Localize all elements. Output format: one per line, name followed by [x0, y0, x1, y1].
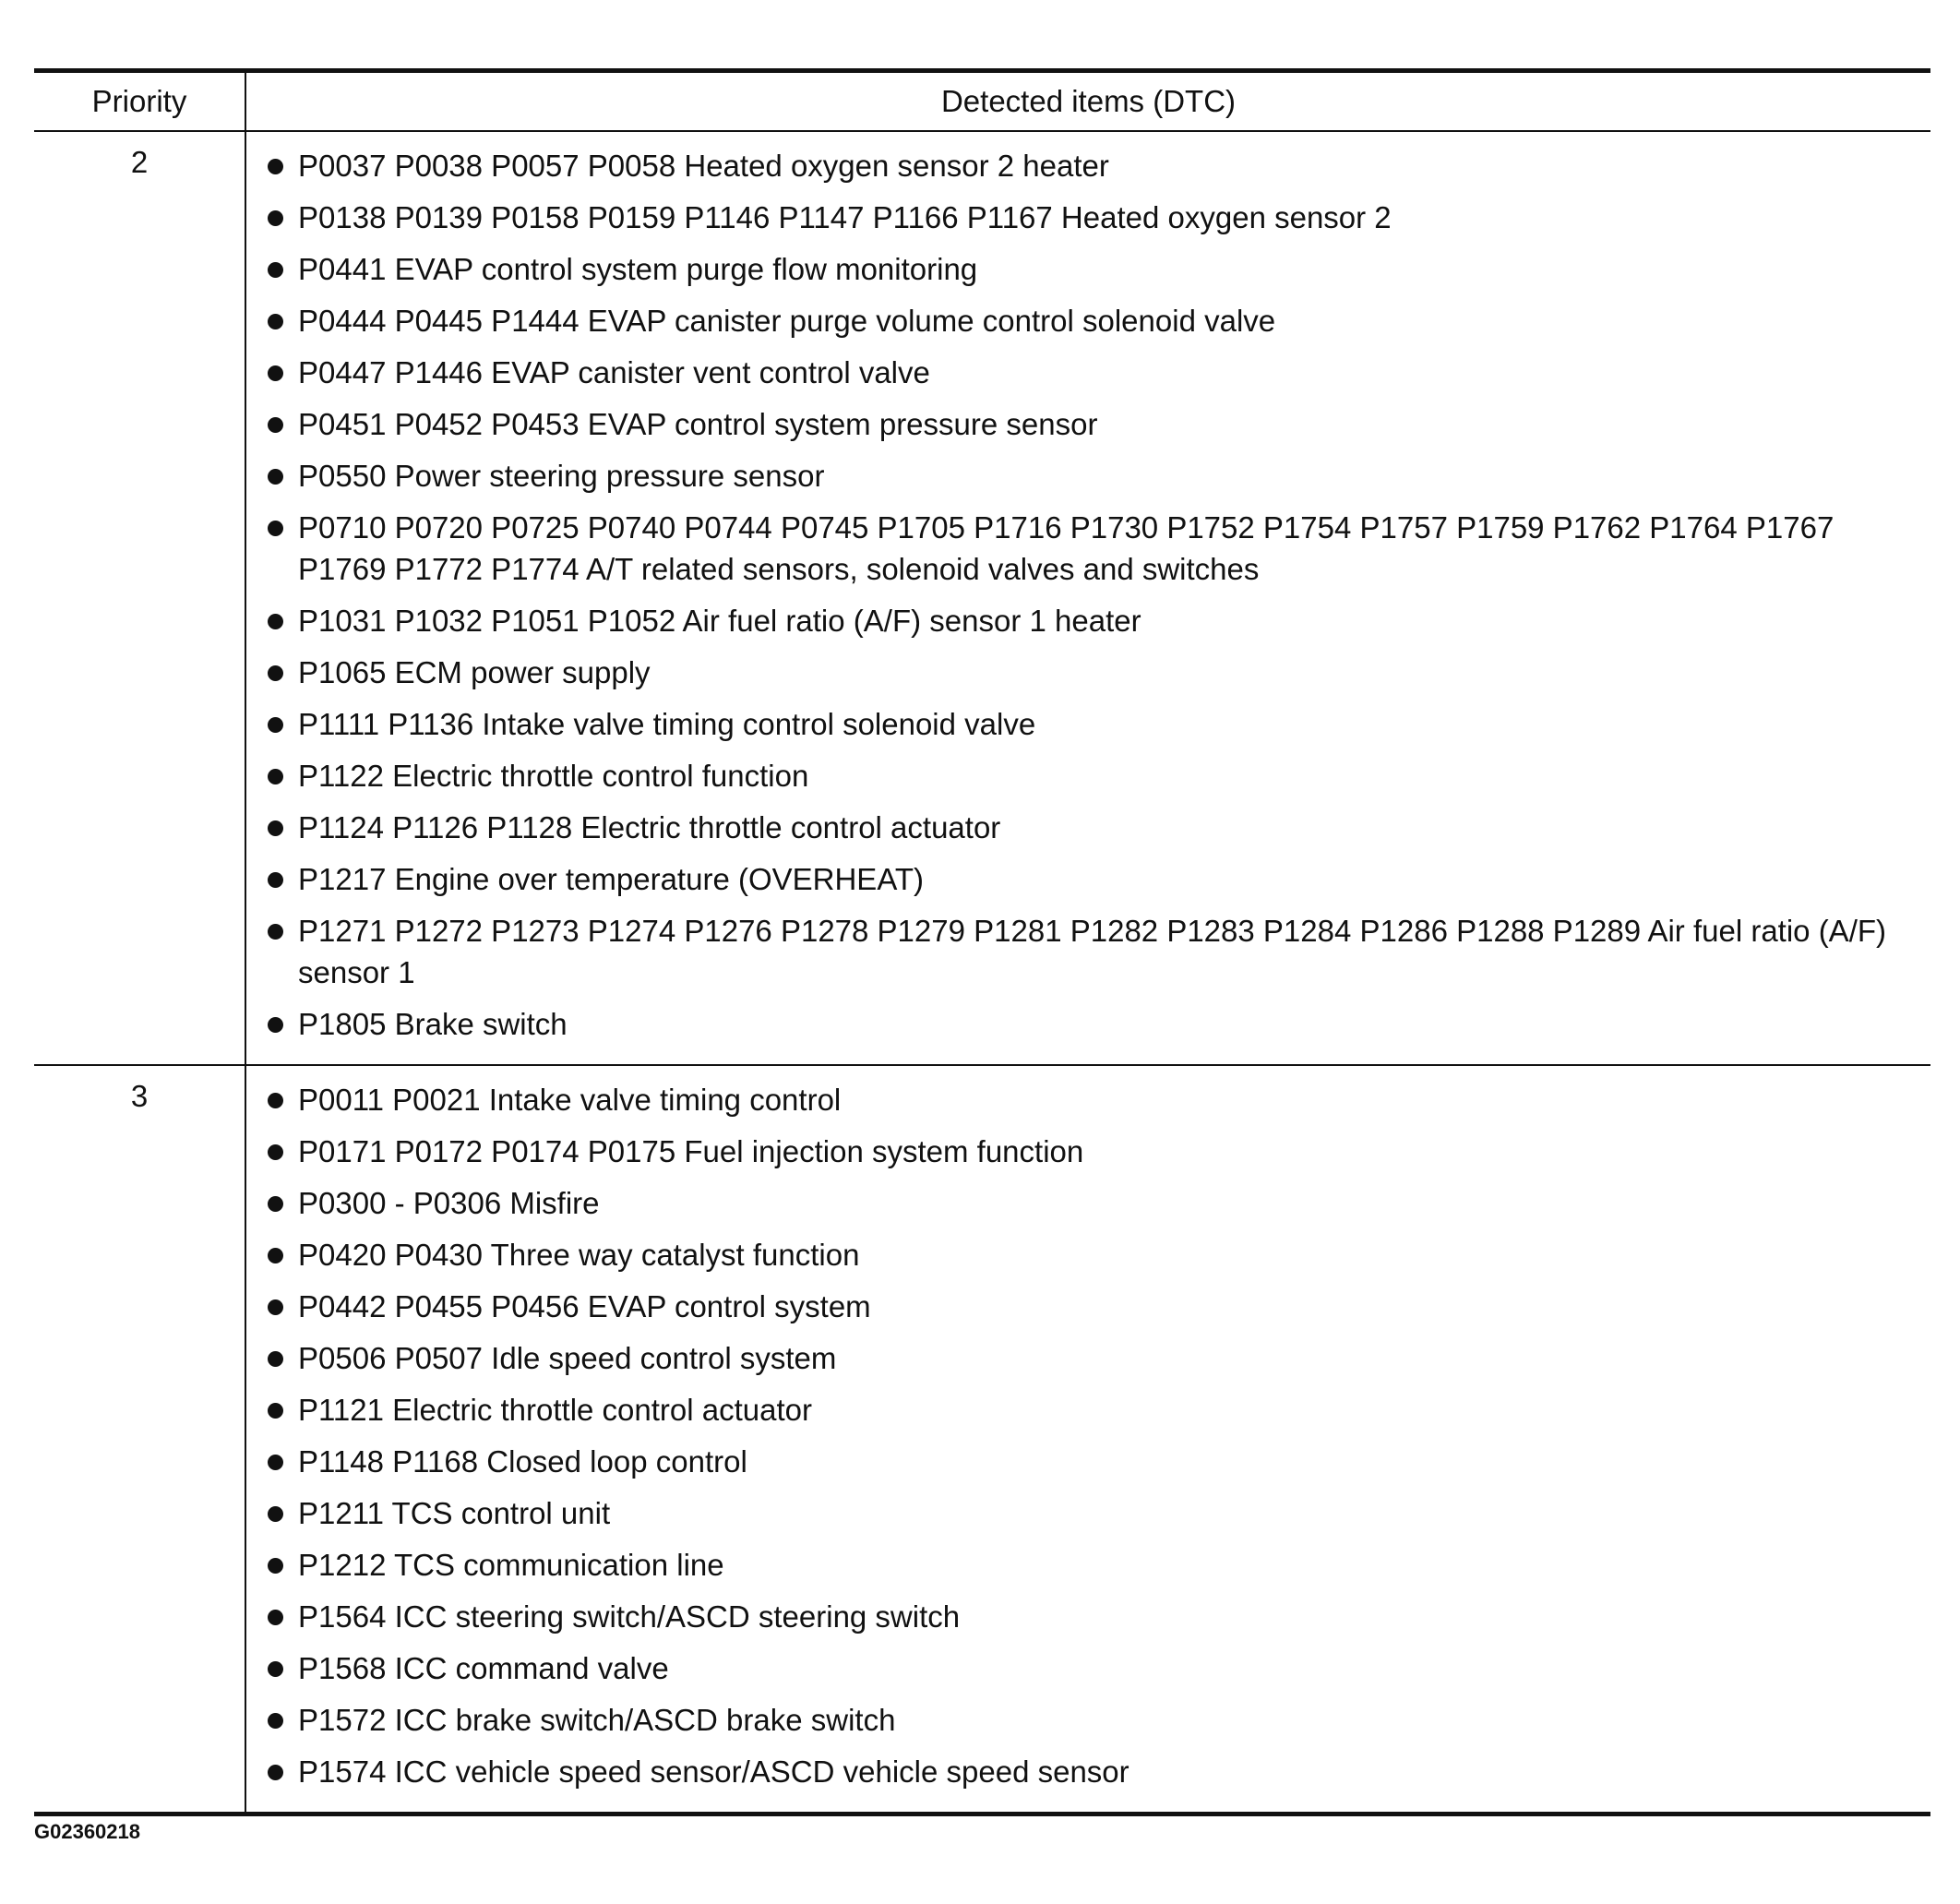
bullet-icon [268, 365, 283, 381]
dtc-list-item [246, 1337, 1921, 1379]
bullet-icon [268, 614, 283, 629]
dtc-list-item [246, 1131, 1921, 1172]
priority-column-header: Priority [34, 73, 245, 131]
dtc-item-text: P0451 P0452 P0453 EVAP control system pressure sensor [298, 407, 1098, 441]
dtc-list-item [246, 1286, 1921, 1327]
table-header-row [34, 73, 1930, 131]
dtc-item-text: P0037 P0038 P0057 P0058 Heated oxygen sensor 2 heater [298, 149, 1109, 183]
dtc-item-text: P1031 P1032 P1051 P1052 Air fuel ratio (A/F) sensor 1 heater [298, 604, 1141, 638]
dtc-item-text: P1572 ICC brake switch/ASCD brake switch [298, 1703, 896, 1737]
dtc-list-item [246, 455, 1921, 497]
bullet-icon [268, 820, 283, 836]
dtc-priority-table-wrapper [34, 68, 1930, 1816]
bullet-icon [268, 417, 283, 433]
bullet-icon [268, 262, 283, 278]
dtc-list-item [246, 858, 1921, 900]
bullet-icon [268, 469, 283, 485]
dtc-item-text: P0171 P0172 P0174 P0175 Fuel injection system function [298, 1134, 1084, 1168]
dtc-list-item [246, 755, 1921, 796]
dtc-item-text: P1568 ICC command valve [298, 1651, 669, 1685]
dtc-list-item [246, 1596, 1921, 1637]
dtc-list-item [246, 1441, 1921, 1482]
dtc-item-text: P0710 P0720 P0725 P0740 P0744 P0745 P1705 P1716 P1730 P1752 P1754 P1757 P1759 P1762 P1764 P1767 P1769 P1772 P1774 A/T related sensors, solenoid valves and switches [298, 510, 1835, 586]
priority-group-row [34, 131, 1930, 1065]
bullet-icon [268, 665, 283, 681]
bullet-icon [268, 1661, 283, 1677]
dtc-list-item [246, 1389, 1921, 1431]
dtc-item-text: P1148 P1168 Closed loop control [298, 1444, 747, 1479]
figure-id: G02360218 [34, 1820, 140, 1843]
dtc-priority-table [34, 73, 1930, 1812]
dtc-item-text: P0550 Power steering pressure sensor [298, 459, 825, 493]
dtc-item-text: P0420 P0430 Three way catalyst function [298, 1238, 860, 1272]
priority-cell: 3 [34, 1065, 245, 1812]
dtc-list-item [246, 703, 1921, 745]
bullet-icon [268, 314, 283, 329]
dtc-list-item [246, 652, 1921, 693]
dtc-item-text: P0444 P0445 P1444 EVAP canister purge volume control solenoid valve [298, 304, 1276, 338]
dtc-list-item [246, 1492, 1921, 1534]
bullet-icon [268, 1455, 283, 1470]
dtc-item-text: P1211 TCS control unit [298, 1496, 611, 1530]
dtc-list-item [246, 1234, 1921, 1275]
bullet-icon [268, 1713, 283, 1729]
dtc-list [246, 1066, 1930, 1812]
bullet-icon [268, 1299, 283, 1315]
dtc-item-text: P1217 Engine over temperature (OVERHEAT) [298, 862, 925, 896]
dtc-list-item [246, 248, 1921, 290]
dtc-item-text: P1212 TCS communication line [298, 1548, 724, 1582]
detected-items-cell [245, 131, 1930, 1065]
dtc-list-item [246, 1003, 1921, 1045]
dtc-item-text: P1124 P1126 P1128 Electric throttle control actuator [298, 810, 1001, 844]
dtc-list-item [246, 403, 1921, 445]
bullet-icon [268, 159, 283, 174]
dtc-item-text: P0138 P0139 P0158 P0159 P1146 P1147 P1166 P1167 Heated oxygen sensor 2 [298, 200, 1392, 234]
priority-group-row [34, 1065, 1930, 1812]
bullet-icon [268, 924, 283, 940]
dtc-list-item [246, 807, 1921, 848]
bullet-icon [268, 1765, 283, 1780]
dtc-item-text: P0300 - P0306 Misfire [298, 1186, 600, 1220]
dtc-list-item [246, 1182, 1921, 1224]
dtc-list-item [246, 1699, 1921, 1741]
dtc-item-text: P0447 P1446 EVAP canister vent control valve [298, 355, 930, 389]
dtc-item-text: P0011 P0021 Intake valve timing control [298, 1083, 842, 1117]
dtc-list-item [246, 1544, 1921, 1586]
bullet-icon [268, 1403, 283, 1419]
dtc-list-item [246, 1751, 1921, 1792]
bullet-icon [268, 1248, 283, 1263]
table-body [34, 131, 1930, 1812]
bullet-icon [268, 872, 283, 888]
dtc-list-item [246, 910, 1921, 993]
dtc-list-item [246, 1079, 1921, 1120]
dtc-item-text: P1065 ECM power supply [298, 655, 651, 689]
dtc-list-item [246, 300, 1921, 341]
dtc-item-text: P0506 P0507 Idle speed control system [298, 1341, 837, 1375]
priority-cell: 2 [34, 131, 245, 1065]
bullet-icon [268, 1144, 283, 1160]
bullet-icon [268, 1196, 283, 1212]
bullet-icon [268, 1610, 283, 1625]
dtc-item-text: P0442 P0455 P0456 EVAP control system [298, 1289, 871, 1323]
dtc-item-text: P1271 P1272 P1273 P1274 P1276 P1278 P1279 P1281 P1282 P1283 P1284 P1286 P1288 P1289 Air fuel ratio (A/F) sensor 1 [298, 914, 1887, 989]
dtc-list-item [246, 145, 1921, 186]
dtc-item-text: P1111 P1136 Intake valve timing control solenoid valve [298, 707, 1036, 741]
bullet-icon [268, 717, 283, 733]
bullet-icon [268, 521, 283, 536]
dtc-item-text: P1121 Electric throttle control actuator [298, 1393, 813, 1427]
dtc-list-item [246, 600, 1921, 641]
detected-items-cell [245, 1065, 1930, 1812]
bullet-icon [268, 1017, 283, 1033]
dtc-list-item [246, 507, 1921, 590]
dtc-item-text: P1805 Brake switch [298, 1007, 568, 1041]
dtc-list-item [246, 352, 1921, 393]
bullet-icon [268, 1558, 283, 1574]
bullet-icon [268, 769, 283, 784]
bullet-icon [268, 210, 283, 226]
dtc-item-text: P1564 ICC steering switch/ASCD steering switch [298, 1599, 961, 1634]
dtc-item-text: P1122 Electric throttle control function [298, 759, 809, 793]
dtc-list-item [246, 197, 1921, 238]
bullet-icon [268, 1351, 283, 1367]
dtc-list-item [246, 1647, 1921, 1689]
bullet-icon [268, 1093, 283, 1108]
dtc-list [246, 132, 1930, 1064]
bullet-icon [268, 1506, 283, 1522]
detected-items-column-header: Detected items (DTC) [245, 73, 1930, 131]
dtc-item-text: P0441 EVAP control system purge flow monitoring [298, 252, 978, 286]
dtc-item-text: P1574 ICC vehicle speed sensor/ASCD vehicle speed sensor [298, 1754, 1129, 1789]
